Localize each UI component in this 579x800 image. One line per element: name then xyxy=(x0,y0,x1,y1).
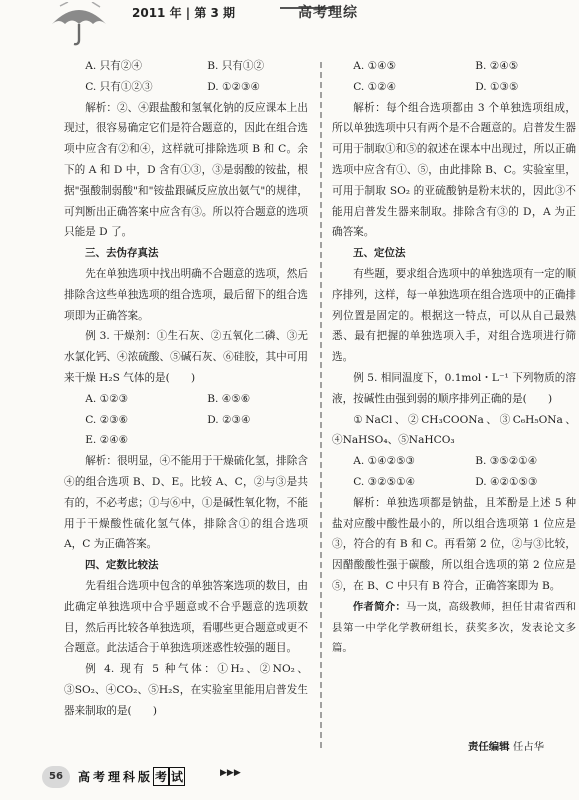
footer-arrows-icon: ▶▶▶ xyxy=(220,768,241,778)
example-question: 例 5. 相同温度下，0.1mol・L⁻¹ 下列物质的溶液，按碱性由强到弱的顺序排列正确的是( ) xyxy=(332,371,576,405)
option xyxy=(186,430,308,451)
section-heading: 四、定数比较法 xyxy=(85,559,159,572)
editor-name: 任占华 xyxy=(512,741,545,753)
options-row xyxy=(64,410,308,431)
method-paragraph: 先看组合选项中包含的单独答案选项的数目，由此确定单独选项中合乎题意或不合乎题意的选项数目，然后再比较各单独选项，看哪些更合题意或更不合题意。此法适合于单独选项迷惑性较强的题目。 xyxy=(64,579,308,655)
page-footer xyxy=(42,762,342,792)
option: D. ②③④ xyxy=(207,413,251,426)
analysis-paragraph: 解析：单独选项都是钠盐，且苯酚是上述 5 种盐对应酸中酸性最小的，所以组合选项第 1 位应是③，符合的有 B 和 C。再看第 2 位，②与③比较，因醋酸酸性强于碳酸，所以组合选项的第 2 位应是⑤，在 B、C 中只有 B 符合，正确答案即为 B。 xyxy=(332,496,576,592)
option: C. ②③⑥ xyxy=(85,413,129,426)
analysis-paragraph: 解析：每个组合选项都由 3 个单独选项组成，所以单独选项中只有两个是不合题意的。启普发生器可用于制取①和⑤的叙述在课本中出现过，所以正确选项中应含有①、⑤，由此排除 B、C。实验室里，可用于制取 SO₂ 的亚硫酸钠是粉末状的，因此③不能用启普发生器来制取。排除含有③的 D，A 为正确答案。 xyxy=(332,101,576,239)
footer-title-box: 考 xyxy=(153,767,169,786)
author-bio xyxy=(332,597,576,659)
option: A. ①②③ xyxy=(85,392,129,405)
option: B. 只有①② xyxy=(207,60,265,72)
option: B. ④⑤⑥ xyxy=(207,392,251,405)
analysis-paragraph: 解析：很明显，④不能用于干燥硫化氢，排除含④的组合选项 B、D、E。比较 A、C，②与③是共有的，不必考虑；①与⑥中，①是碱性氧化物，不能用于干燥酸性硫化氢气体，排除含①的组合选项 A，C 为正确答案。 xyxy=(64,455,308,551)
author-text: 马一岚，高级教师，担任甘肃省西和县第一中学化学教研组长，获奖多次，发表论文多篇。 xyxy=(332,600,576,655)
footer-title-main: 高考理科版 xyxy=(78,770,154,784)
options-row xyxy=(64,389,308,410)
left-column xyxy=(64,56,308,722)
options-row xyxy=(64,77,308,98)
author-label: 作者简介： xyxy=(352,600,406,613)
option: A. 只有②④ xyxy=(85,60,142,72)
option: B. ②④⑤ xyxy=(475,60,519,72)
example-items: ①NaCl、②CH₃COONa、③C₆H₅ONa、④NaHSO₄、⑤NaHCO₃ xyxy=(332,413,576,447)
footer-title-box: 试 xyxy=(169,767,185,786)
option: C. 只有①②③ xyxy=(85,80,153,93)
right-column xyxy=(332,56,576,659)
option: C. ③②⑤①④ xyxy=(353,475,416,488)
method-paragraph: 有些题，要求组合选项中的单独选项有一定的顺序排列，这样，每一单独选项在组合选项中的正确排列位置是固定的。根据这一特点，可以从自己最熟悉、最有把握的单独选项入手，对组合选项进行筛选。 xyxy=(332,267,576,364)
option: B. ③⑤②①④ xyxy=(475,455,538,468)
editor-credit xyxy=(468,738,544,753)
option: C. ①②④ xyxy=(353,80,397,93)
options-row xyxy=(332,77,576,98)
option: D. ①②③④ xyxy=(207,80,261,93)
option: D. ④②①⑤③ xyxy=(475,475,538,488)
footer-title xyxy=(78,767,185,786)
options-row xyxy=(64,430,308,451)
option: A. ①④②⑤③ xyxy=(353,455,416,468)
issue-label: 2011 年 | 第 3 期 xyxy=(132,6,236,20)
method-paragraph: 先在单独选项中找出明确不合题意的选项，然后排除含这些单独选项的组合选项，最后留下的组合选项即为正确答案。 xyxy=(64,267,308,322)
magazine-title: 高考理综 xyxy=(298,5,358,21)
column-divider xyxy=(317,62,325,752)
section-heading: 五、定位法 xyxy=(353,247,406,260)
options-row xyxy=(332,472,576,493)
option: A. ①④⑤ xyxy=(353,60,397,72)
page-header xyxy=(0,0,579,46)
options-row xyxy=(64,56,308,77)
options-row xyxy=(332,56,576,77)
umbrella-logo-icon xyxy=(48,2,110,46)
example-question: 例 4. 现有 5 种气体：①H₂、②NO₂、③SO₂、④CO₂、⑤H₂S，在实验室里能用启普发生器来制取的是( ) xyxy=(64,663,308,717)
section-heading: 三、去伪存真法 xyxy=(85,247,159,260)
option: E. ②④⑥ xyxy=(85,434,129,447)
editor-label: 责任编辑 xyxy=(468,741,510,753)
example-question: 例 3. 干燥剂：①生石灰、②五氧化二磷、③无水氯化钙、④浓硫酸、⑤碱石灰、⑥硅胶，其中可用来干燥 H₂S 气体的是( ) xyxy=(64,330,308,384)
option: D. ①③⑤ xyxy=(475,80,519,93)
page-number: 56 xyxy=(42,766,70,788)
options-row xyxy=(332,451,576,472)
analysis-paragraph: 解析：②、④跟盐酸和氢氧化钠的反应课本上出现过，很容易确定它们是符合题意的，因此在组合选项中应含有②和④，这样就可排除选项 B 和 C。余下的 A 和 D 中，D 含有①③，③是弱酸的铵盐，根据"强酸制弱酸"和"铵盐跟碱反应放出氨气"的规律，可判断出正确答案中应含有③。所以符合题意的选项只能是 D 了。 xyxy=(64,101,308,239)
